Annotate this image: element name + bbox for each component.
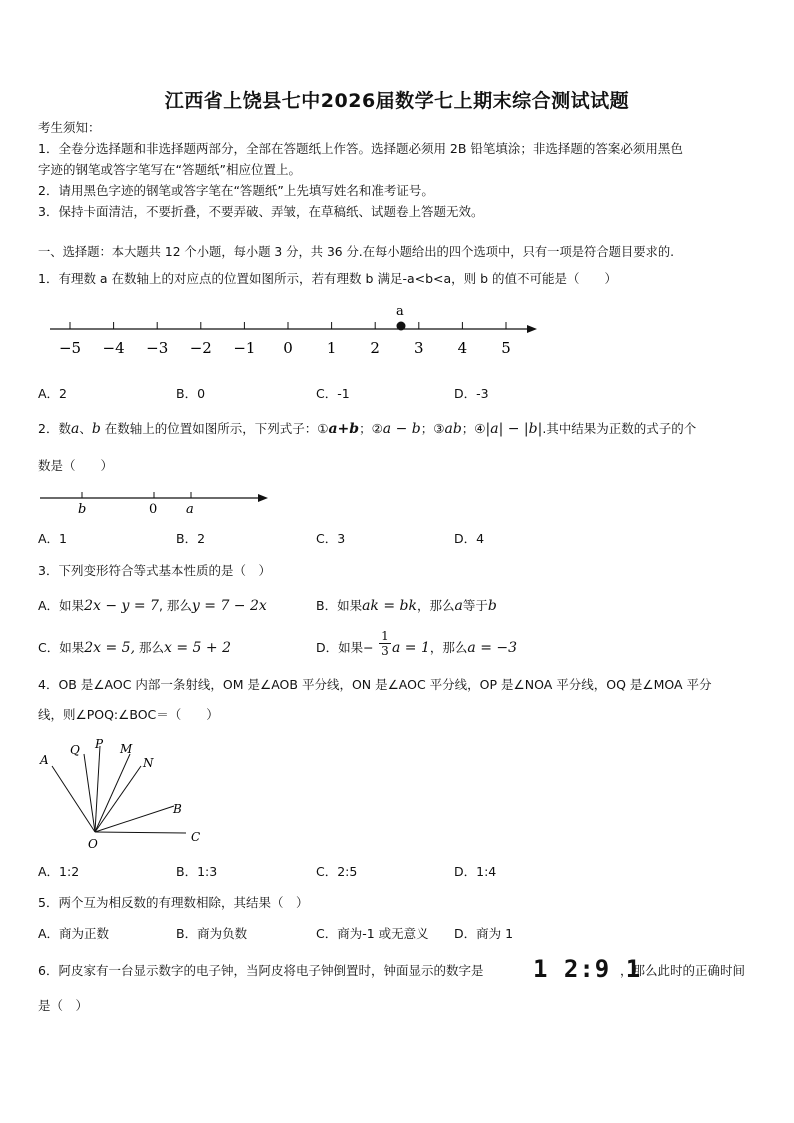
q3-option-c[interactable] bbox=[38, 640, 231, 656]
q5-option-a[interactable]: A．商为正数 bbox=[38, 926, 110, 941]
point-a-label: a bbox=[396, 304, 404, 319]
q1-option-b[interactable]: B．0 bbox=[176, 386, 206, 401]
label-p: P bbox=[95, 737, 104, 751]
axis-arrow bbox=[527, 325, 537, 333]
notice-item-1-cont: 字迹的钢笔或答字笔写在“答题纸”相应位置上。 bbox=[38, 162, 301, 177]
ray-op bbox=[95, 746, 100, 832]
question-6-stem: 6．阿皮家有一台显示数字的电子钟，当阿皮将电子钟倒置时，钟面显示的数字是 bbox=[38, 963, 484, 978]
q4-option-b[interactable]: B．1:3 bbox=[176, 864, 218, 879]
q3-a-prefix: A．如果 bbox=[38, 598, 85, 613]
q2-expr-1: a+b bbox=[328, 421, 360, 437]
q1-option-a[interactable]: A．2 bbox=[38, 386, 68, 401]
q1-option-c[interactable]: C．-1 bbox=[316, 386, 350, 401]
q2-axis-arrow bbox=[258, 494, 268, 502]
question-4-angle-figure bbox=[36, 736, 226, 856]
label-n: N bbox=[143, 756, 154, 770]
q2-sep-1: ；② bbox=[359, 421, 383, 436]
q3-c-math2: x = 5 + 2 bbox=[164, 640, 231, 656]
ray-labels bbox=[39, 737, 200, 851]
q1-tick-label: 3 bbox=[414, 339, 424, 357]
q1-option-d[interactable]: D．-3 bbox=[454, 386, 489, 401]
q3-option-d[interactable] bbox=[316, 640, 374, 656]
label-c: C bbox=[191, 830, 201, 844]
question-4-stem-line2: 线，则∠POQ:∠BOC＝（ ） bbox=[38, 707, 219, 722]
q2-text-end: .其中结果为正数的式子的个 bbox=[542, 421, 697, 436]
question-5-stem: 5．两个互为相反数的有理数相除，其结果（ ） bbox=[38, 895, 309, 910]
label-q: Q bbox=[70, 743, 80, 757]
q2-label-0: 0 bbox=[149, 502, 158, 517]
point-a bbox=[397, 322, 406, 331]
question-1-stem: 1．有理数 a 在数轴上的对应点的位置如图所示，若有理数 b 满足-a<b<a，则 b 的值不可能是（ ） bbox=[38, 271, 618, 286]
q3-d-mid: ，那么 bbox=[429, 640, 468, 655]
q3-option-d-rest bbox=[392, 640, 517, 656]
q2-label-a: a bbox=[186, 502, 194, 517]
q1-tick-label: −1 bbox=[233, 339, 256, 357]
q3-d-math2: a = −3 bbox=[467, 640, 518, 656]
q5-option-b[interactable]: B．商为负数 bbox=[176, 926, 248, 941]
q2-option-a[interactable]: A．1 bbox=[38, 531, 68, 546]
q2-expr-2: a − b bbox=[382, 421, 421, 437]
q4-option-a[interactable]: A．1:2 bbox=[38, 864, 80, 879]
q2-option-d[interactable]: D．4 bbox=[454, 531, 485, 546]
question-1-number-line bbox=[40, 300, 550, 362]
question-2-stem-line2: 数是（ ） bbox=[38, 458, 114, 473]
q3-option-a[interactable] bbox=[38, 598, 267, 614]
q2-label-b: b bbox=[78, 502, 87, 517]
q2-text-mid: 在数轴上的位置如图所示，下列式子：① bbox=[100, 421, 329, 436]
q3-b-mid: ，那么 bbox=[416, 598, 455, 613]
notice-heading: 考生须知： bbox=[38, 120, 101, 135]
notice-item-1: 1．全卷分选择题和非选择题两部分，全部在答题纸上作答。选择题必须用 2B 铅笔填涂；非选择题的答案必须用黑色 bbox=[38, 141, 683, 156]
q1-tick-label: 0 bbox=[283, 339, 293, 357]
q4-option-d[interactable]: D．1:4 bbox=[454, 864, 497, 879]
q1-tick-label: 2 bbox=[370, 339, 380, 357]
q3-c-math1: 2x = 5, bbox=[84, 640, 136, 656]
q4-option-c[interactable]: C．2:5 bbox=[316, 864, 358, 879]
q3-a-mid: , 那么 bbox=[158, 598, 192, 613]
question-2-stem bbox=[38, 421, 696, 437]
question-6-stem-line2: 是（ ） bbox=[38, 998, 89, 1013]
q5-option-c[interactable]: C．商为-1 或无意义 bbox=[316, 926, 429, 941]
q3-b-prefix: B．如果 bbox=[316, 598, 363, 613]
q2-var-a: a bbox=[70, 421, 80, 437]
digital-clock-display: 1 2:9 1 bbox=[533, 955, 642, 983]
q3-d-prefix: D．如果− bbox=[316, 640, 374, 655]
q1-tick-label: −3 bbox=[146, 339, 169, 357]
q2-var-b: b bbox=[91, 421, 101, 437]
notice-item-2: 2．请用黑色字迹的钢笔或答字笔在“答题纸”上先填写姓名和准考证号。 bbox=[38, 183, 434, 198]
label-m: M bbox=[120, 742, 133, 756]
q1-tick-label: −2 bbox=[189, 339, 212, 357]
q3-b-math1: ak = bk bbox=[362, 598, 417, 614]
q3-d-numerator: 1 bbox=[379, 629, 391, 644]
q1-tick-label: 4 bbox=[457, 339, 468, 357]
q2-expr-4: |a| − |b| bbox=[485, 421, 543, 437]
q1-tick-label: 1 bbox=[326, 339, 337, 357]
q3-a-math1: 2x − y = 7 bbox=[84, 598, 159, 614]
question-6-stem-after: ，那么此时的正确时间 bbox=[620, 963, 746, 978]
question-3-stem: 3．下列变形符合等式基本性质的是（ ） bbox=[38, 563, 271, 578]
q3-d-fraction bbox=[379, 629, 391, 658]
q3-option-b[interactable] bbox=[316, 598, 497, 614]
label-a: A bbox=[40, 753, 49, 767]
q2-text-sep: 、 bbox=[79, 421, 92, 436]
notice-item-3: 3．保持卡面清洁，不要折叠，不要弄破、弄皱，在草稿纸、试题卷上答题无效。 bbox=[38, 204, 484, 219]
ray-om bbox=[95, 754, 130, 832]
q3-a-math2: y = 7 − 2x bbox=[191, 598, 267, 614]
q2-expr-3: ab bbox=[444, 421, 462, 437]
q2-text-prefix: 2．数 bbox=[38, 421, 71, 436]
q2-sep-2: ；③ bbox=[420, 421, 445, 436]
label-b: B bbox=[173, 802, 182, 816]
q5-option-d[interactable]: D．商为 1 bbox=[454, 926, 514, 941]
q2-option-c[interactable]: C．3 bbox=[316, 531, 346, 546]
q2-option-b[interactable]: B．2 bbox=[176, 531, 206, 546]
q3-b-math2: a bbox=[454, 598, 463, 614]
q1-tick-label: −5 bbox=[58, 339, 82, 357]
q1-tick-label: −4 bbox=[102, 339, 125, 357]
ray-on bbox=[95, 766, 141, 832]
section-heading: 一、选择题：本大题共 12 个小题，每小题 3 分，共 36 分.在每小题给出的四个选项中，只有一项是符合题目要求的. bbox=[38, 245, 675, 259]
q3-c-prefix: C．如果 bbox=[38, 640, 85, 655]
q3-d-denominator: 3 bbox=[381, 644, 389, 658]
ray-oc bbox=[95, 832, 186, 833]
q3-b-math3: b bbox=[487, 598, 497, 614]
label-o: O bbox=[88, 837, 98, 851]
ray-ob bbox=[95, 806, 174, 832]
q3-b-end: 等于 bbox=[462, 598, 488, 613]
rays bbox=[52, 746, 186, 833]
ray-oq bbox=[84, 754, 95, 832]
q1-tick-label: 5 bbox=[501, 339, 511, 357]
q3-d-math1: a = 1 bbox=[392, 640, 430, 656]
question-4-stem-line1: 4．OB 是∠AOC 内部一条射线，OM 是∠AOB 平分线，ON 是∠AOC 平分线，OP 是∠NOA 平分线，OQ 是∠MOA 平分 bbox=[38, 677, 712, 692]
page-title: 江西省上饶县七中2026届数学七上期末综合测试试题 bbox=[164, 90, 630, 112]
ray-oa bbox=[52, 766, 95, 832]
q3-c-mid: 那么 bbox=[135, 640, 165, 655]
question-2-number-line bbox=[38, 486, 278, 520]
q2-sep-3: ；④ bbox=[461, 421, 486, 436]
